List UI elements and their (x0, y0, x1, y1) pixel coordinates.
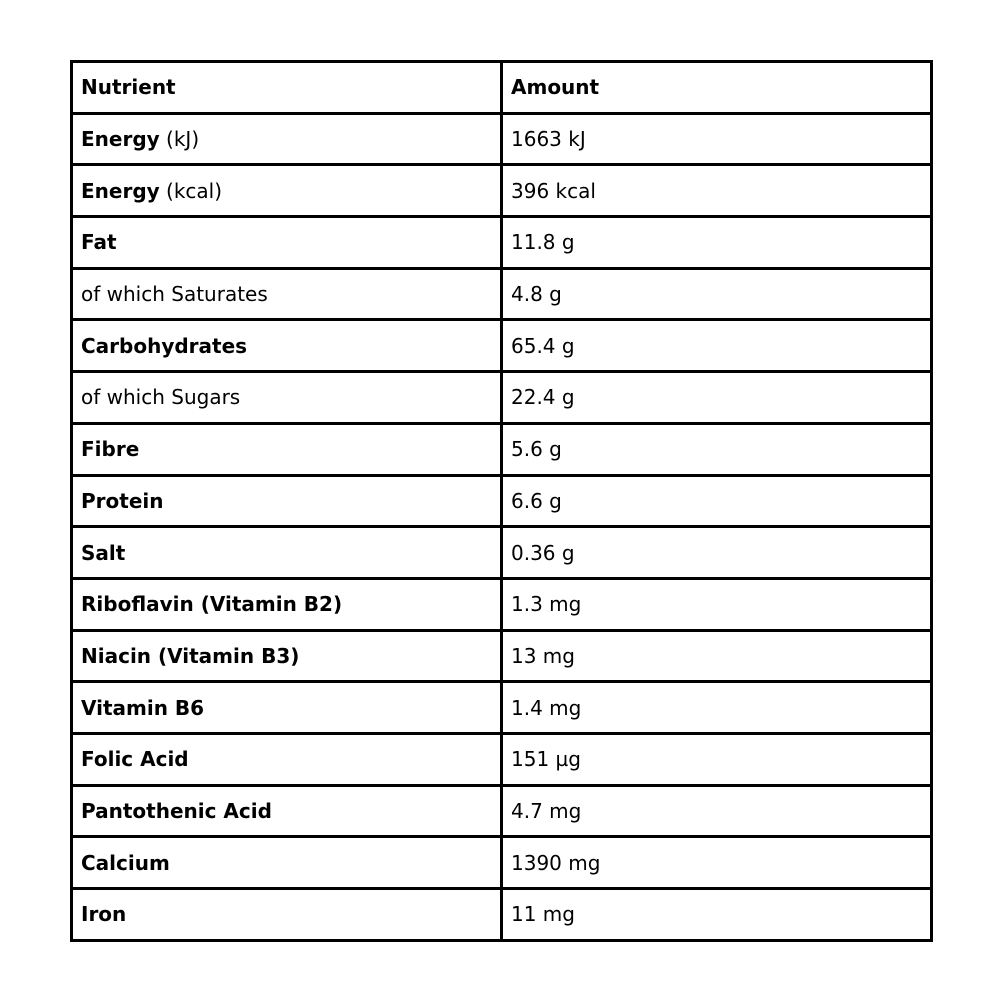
table-row (72, 889, 932, 941)
table-row (72, 113, 932, 165)
table-row (72, 682, 932, 734)
nutrient-sub-cell: of which Saturates (72, 268, 502, 320)
nutrient-cell (72, 165, 502, 217)
amount-cell: 1.4 mg (502, 682, 932, 734)
nutrient-cell: Fat (72, 217, 502, 269)
nutrient-cell: Iron (72, 889, 502, 941)
nutrient-cell: Folic Acid (72, 733, 502, 785)
nutrient-name: Energy (81, 178, 160, 203)
table-row (72, 578, 932, 630)
nutrient-sub-cell: of which Sugars (72, 372, 502, 424)
amount-cell: 65.4 g (502, 320, 932, 372)
amount-cell: 13 mg (502, 630, 932, 682)
table-row (72, 475, 932, 527)
amount-cell: 4.8 g (502, 268, 932, 320)
nutrient-cell: Salt (72, 527, 502, 579)
nutrient-cell (72, 113, 502, 165)
amount-cell: 5.6 g (502, 423, 932, 475)
amount-cell: 6.6 g (502, 475, 932, 527)
table-row (72, 217, 932, 269)
amount-cell: 22.4 g (502, 372, 932, 424)
table-row (72, 268, 932, 320)
header-nutrient: Nutrient (72, 62, 502, 114)
nutrient-unit-note: (kcal) (166, 178, 223, 203)
table-row (72, 630, 932, 682)
amount-cell: 4.7 mg (502, 785, 932, 837)
nutrient-cell: Fibre (72, 423, 502, 475)
amount-cell: 11.8 g (502, 217, 932, 269)
amount-cell: 151 µg (502, 733, 932, 785)
amount-cell: 1.3 mg (502, 578, 932, 630)
nutrient-cell: Vitamin B6 (72, 682, 502, 734)
nutrient-name: Energy (81, 127, 160, 152)
header-amount: Amount (502, 62, 932, 114)
table-header-row (72, 62, 932, 114)
table-row (72, 837, 932, 889)
table-row (72, 165, 932, 217)
amount-cell: 396 kcal (502, 165, 932, 217)
table-row (72, 733, 932, 785)
nutrient-cell: Carbohydrates (72, 320, 502, 372)
table-row (72, 320, 932, 372)
nutrient-cell: Riboflavin (Vitamin B2) (72, 578, 502, 630)
amount-cell: 11 mg (502, 889, 932, 941)
amount-cell: 1663 kJ (502, 113, 932, 165)
nutrition-table (70, 60, 933, 942)
nutrient-cell: Calcium (72, 837, 502, 889)
table-row (72, 423, 932, 475)
nutrient-unit-note: (kJ) (166, 127, 200, 152)
table-row (72, 785, 932, 837)
amount-cell: 0.36 g (502, 527, 932, 579)
nutrient-cell: Protein (72, 475, 502, 527)
amount-cell: 1390 mg (502, 837, 932, 889)
nutrient-cell: Pantothenic Acid (72, 785, 502, 837)
table-row (72, 372, 932, 424)
table-row (72, 527, 932, 579)
nutrient-cell: Niacin (Vitamin B3) (72, 630, 502, 682)
